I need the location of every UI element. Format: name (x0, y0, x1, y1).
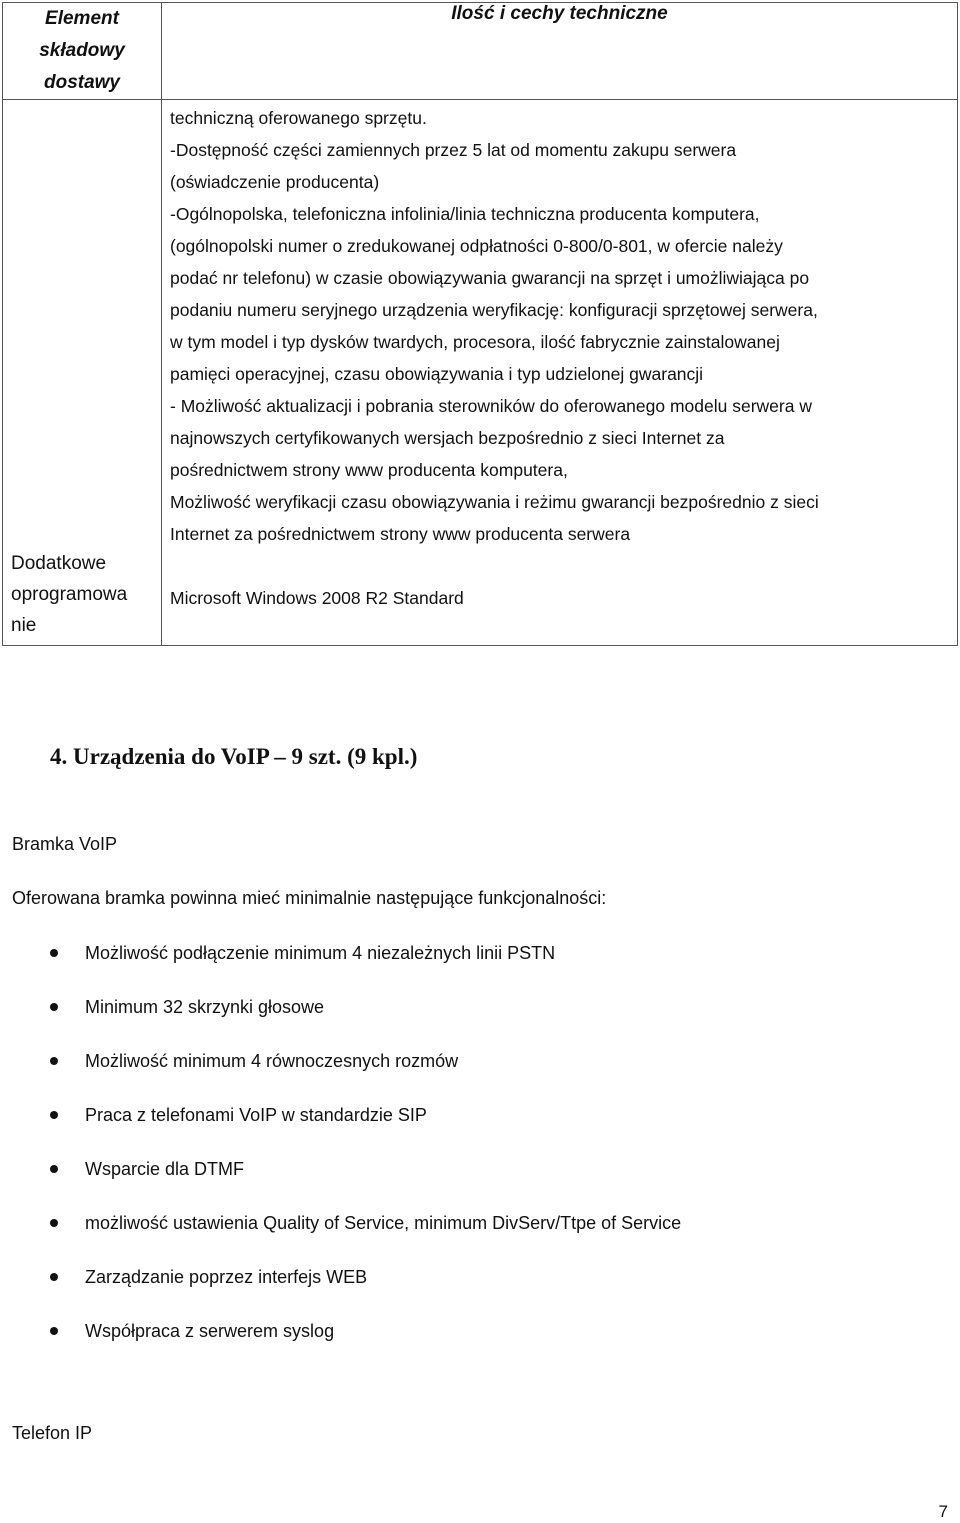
row-label (11, 548, 127, 641)
bullet-icon (50, 1111, 58, 1119)
feature-text: Minimum 32 skrzynki głosowe (85, 997, 325, 1017)
feature-text: Zarządzanie poprzez interfejs WEB (85, 1267, 368, 1287)
feature-text: możliwość ustawienia Quality of Service, minimum DivServ/Ttpe of Service (85, 1213, 682, 1233)
page-number: 7 (938, 1502, 948, 1521)
bullet-icon (50, 949, 58, 957)
bullet-icon (50, 1327, 58, 1335)
table-row (3, 100, 958, 646)
feature-text: Możliwość podłączenie minimum 4 niezależnych linii PSTN (85, 943, 556, 963)
subheading-bramka-voip: Bramka VoIP (12, 834, 118, 854)
content-line: - Możliwość aktualizacji i pobrania sterowników do oferowanego modelu serwera w (170, 396, 812, 416)
content-line: najnowszych certyfikowanych wersjach bezpośrednio z sieci Internet za (170, 428, 725, 448)
list-item (0, 939, 900, 993)
software-value: Microsoft Windows 2008 R2 Standard (170, 588, 464, 608)
header-line: Element (45, 8, 119, 29)
header-line: dostawy (43, 72, 121, 93)
feature-text: Wsparcie dla DTMF (85, 1159, 245, 1179)
content-line: (oświadczenie producenta) (170, 172, 380, 192)
content-line: pośrednictwem strony www producenta komputera, (170, 460, 568, 480)
list-item (0, 1101, 900, 1155)
content-line: w tym model i typ dysków twardych, procesora, ilość fabrycznie zainstalowanej (170, 332, 780, 352)
content-line: pamięci operacyjnej, czasu obowiązywania i typ udzielonej gwarancji (170, 364, 704, 384)
bullet-icon (50, 1165, 58, 1173)
list-item (0, 993, 900, 1047)
bullet-icon (50, 1273, 58, 1281)
content-line: podaniu numeru seryjnego urządzenia weryfikację: konfiguracji sprzętowej serwera, (170, 300, 818, 320)
content-line: techniczną oferowanego sprzętu. (170, 108, 427, 128)
content-line: Internet za pośrednictwem strony www producenta serwera (170, 524, 631, 544)
row-label-line: nie (11, 615, 37, 636)
list-item (0, 1263, 900, 1317)
list-item (0, 1317, 900, 1371)
list-item (0, 1155, 900, 1209)
feature-text: Możliwość minimum 4 równoczesnych rozmów (85, 1051, 459, 1071)
content-line: -Dostępność części zamiennych przez 5 lat od momentu zakupu serwera (170, 140, 737, 160)
content-line: Możliwość weryfikacji czasu obowiązywania i reżimu gwarancji bezpośrednio z sieci (170, 492, 819, 512)
row-label-line: oprogramowa (11, 584, 128, 605)
header-ilosc-cechy: Ilość i cechy techniczne (162, 3, 958, 100)
section-heading: 4. Urządzenia do VoIP – 9 szt. (9 kpl.) (50, 744, 418, 769)
subheading-telefon-ip: Telefon IP (12, 1423, 93, 1443)
row-content-cell (162, 100, 958, 646)
feature-text: Współpraca z serwerem syslog (85, 1321, 335, 1341)
content-line: -Ogólnopolska, telefoniczna infolinia/linia techniczna producenta komputera, (170, 204, 760, 224)
header-element-dostawy (3, 3, 162, 100)
intro-text: Oferowana bramka powinna mieć minimalnie następujące funkcjonalności: (12, 888, 607, 908)
bullet-icon (50, 1219, 58, 1227)
header-line: składowy (39, 40, 125, 61)
list-item (0, 1209, 900, 1263)
feature-text: Praca z telefonami VoIP w standardzie SIP (85, 1105, 427, 1125)
spec-table (2, 2, 958, 646)
list-item (0, 1047, 900, 1101)
content-line: podać nr telefonu) w czasie obowiązywania gwarancji na sprzęt i umożliwiająca po (170, 268, 810, 288)
row-label-line: Dodatkowe (11, 553, 107, 574)
feature-list (0, 939, 900, 1371)
bullet-icon (50, 1057, 58, 1065)
content-line: (ogólnopolski numer o zredukowanej odpłatności 0-800/0-801, w ofercie należy (170, 236, 783, 256)
table-header-row (3, 3, 958, 100)
row-label-cell (3, 100, 162, 646)
bullet-icon (50, 1003, 58, 1011)
